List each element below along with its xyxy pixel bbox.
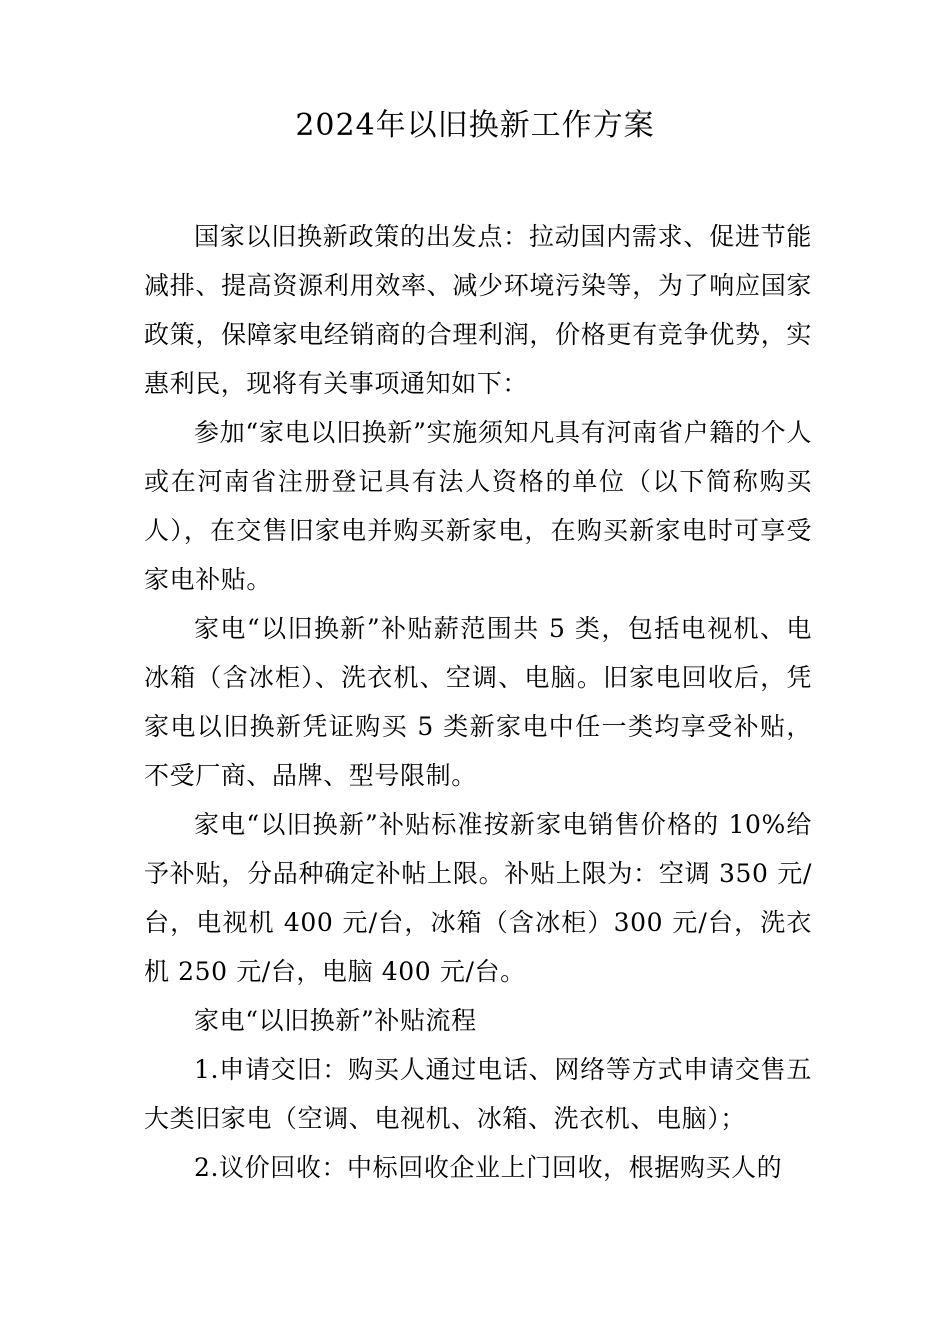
paragraph-step-recycle: 2.议价回收：中标回收企业上门回收，根据购买人的 <box>194 1153 783 1182</box>
paragraph-process-heading: 家电“以旧换新”补贴流程 <box>194 1006 477 1035</box>
paragraph-policy-purpose: 国家以旧换新政策的出发点：拉动国内需求、促进节能减排、提高资源利用效率、减少环境污染等，为了响应国家政策，保障家电经销商的合理利润，价格更有竞争优势，实惠利民，现将有关事项通知如下： <box>144 222 812 398</box>
paragraph-subsidy-standard: 家电“以旧换新”补贴标准按新家电销售价格的 10%给予补贴，分品种确定补帖上限。补贴上限为：空调 350 元/台，电视机 400 元/台，冰箱（含冰柜）300 元/台，洗衣机 250 元/台，电脑 400 元/台。 <box>144 810 812 986</box>
document-title: 2024年以旧换新工作方案 <box>295 108 655 143</box>
document-body <box>144 212 812 1192</box>
paragraph-subsidy-scope: 家电“以旧换新”补贴薪范围共 5 类，包括电视机、电冰箱（含冰柜）、洗衣机、空调、电脑。旧家电回收后，凭家电以旧换新凭证购买 5 类新家电中任一类均享受补贴，不受厂商、品牌、型号限制。 <box>144 614 812 790</box>
paragraph-step-apply: 1.申请交旧：购买人通过电话、网络等方式申请交售五大类旧家电（空调、电视机、冰箱、洗衣机、电脑）； <box>144 1055 812 1133</box>
paragraph-eligibility: 参加“家电以旧换新”实施须知凡具有河南省户籍的个人或在河南省注册登记具有法人资格的单位（以下简称购买人），在交售旧家电并购买新家电，在购买新家电时可享受家电补贴。 <box>144 418 812 594</box>
